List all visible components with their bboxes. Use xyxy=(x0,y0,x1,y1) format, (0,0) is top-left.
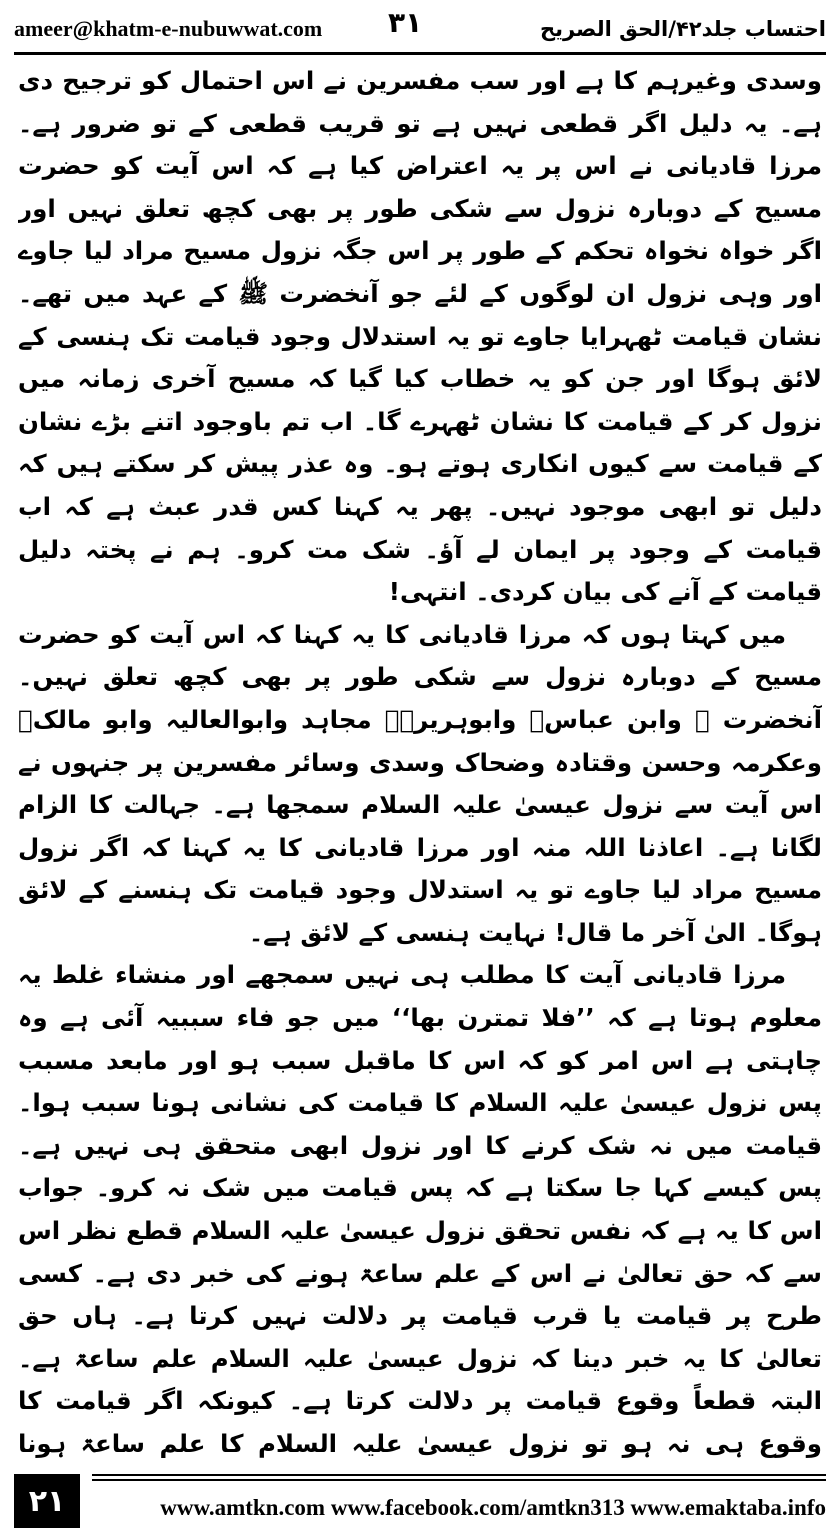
folio-number: ۲۱ xyxy=(14,1474,80,1528)
page-footer xyxy=(14,1474,826,1532)
paragraph-1: وسدی وغیرہم کا ہے اور سب مفسرین نے اس احتمال کو ترجیح دی ہے۔ یہ دلیل اگر قطعی نہیں ہے تو قریب قطعی کے تو ضرور ہے۔ مرزا قادیانی نے اس پر یہ اعتراض کیا ہے کہ اس آیت کو حضرت مسیح کے دوبارہ نزول سے شکی طور پر بھی کچھ تعلق نہیں اور اگر خواہ نخواہ تحکم کے طور پر اس جگہ نزول مسیح مراد لیا جاوے اور وہی نزول ان لوگوں کے لئے جو آنخضرت ﷺ کے عہد میں تھے۔ نشان قیامت ٹھہرایا جاوے تو یہ استدلال وجود قیامت تک ہنسی کے لائق ہوگا اور جن کو یہ خطاب کیا گیا کہ مسیح آخری زمانہ میں نزول کر کے قیامت کا نشان ٹھہرے گا۔ اب تم باوجود اتنے بڑے نشان کے قیامت سے کیوں انکاری ہوتے ہو۔ وہ عذر پیش کر سکتے ہیں کہ دلیل تو ابھی موجود نہیں۔ پھر یہ کہنا کس قدر عبث ہے کہ اب قیامت کے وجود پر ایمان لے آؤ۔ شک مت کرو۔ ہم نے پختہ دلیل قیامت کے آنے کی بیان کردی۔ انتہی! xyxy=(18,66,822,607)
page-number: ۳۱ xyxy=(388,6,423,39)
footer-divider-secondary xyxy=(92,1479,826,1481)
body-text xyxy=(18,60,822,1460)
footer-divider xyxy=(92,1474,826,1476)
paragraph-2: میں کہتا ہوں کہ مرزا قادیانی کا یہ کہنا کہ اس آیت کو حضرت مسیح کے دوبارہ نزول سے شکی طور پر بھی کچھ تعلق نہیں۔ آنخضرت ﷺ وابن عباسؓ وابوہریرہؓ مجاہد وابوالعالیہ وابو مالکؒ وعکرمہ وحسن وقتادہ وضحاک وسدی وسائر مفسرین پر جنہوں نے اس آیت سے نزول عیسیٰ علیہ السلام سمجھا ہے۔ جہالت کا الزام لگانا ہے۔ اعاذنا اللہ منہ اور مرزا قادیانی کا یہ کہنا کہ اگر نزول مسیح مراد لیا جاوے تو یہ استدلال وجود قیامت تک ہنسنے کے لائق ہوگا۔ الیٰ آخر ما قال! نہایت ہنسی کے لائق ہے۔ xyxy=(18,619,822,947)
header-divider xyxy=(14,52,826,55)
footer-websites: www.amtkn.com www.facebook.com/amtkn313 www.emaktaba.info xyxy=(160,1495,826,1520)
header-email: ameer@khatm-e-nubuwwat.com xyxy=(14,16,323,41)
book-title: احتساب جلد۴۲/الحق الصریح xyxy=(539,17,826,41)
paragraph-3: مرزا قادیانی آیت کا مطلب ہی نہیں سمجھے اور منشاء غلط یہ معلوم ہوتا ہے کہ ’’فلا تمترن بھا‘‘ میں جو فاء سببیہ آئی ہے وہ چاہتی ہے اس امر کو کہ اس کا ماقبل سبب ہو اور مابعد مسبب پس نزول عیسیٰ علیہ السلام کا قیامت کی نشانی ہونا سبب ہوا۔ قیامت میں نہ شک کرنے کا اور نزول ابھی متحقق ہی نہیں ہے۔ پس کیسے کہا جا سکتا ہے کہ پس قیامت میں شک نہ کرو۔ جواب اس کا یہ ہے کہ نفس تحقق نزول عیسیٰ علیہ السلام قطع نظر اس سے کہ حق تعالیٰ نے اس کے علم ساعۃ ہونے کی خبر دی ہے۔ کسی طرح پر قیامت یا قرب قیامت پر دلالت نہیں کرتا ہے۔ ہاں حق تعالیٰ کا یہ خبر دینا کہ نزول عیسیٰ علیہ السلام علم ساعۃ ہے۔ البتہ قطعاً وقوع قیامت پر دلالت کرتا ہے۔ کیونکہ اگر قیامت کا وقوع ہی نہ ہو تو نزول عیسیٰ علیہ السلام کا علم ساعۃ ہونا xyxy=(18,960,822,1458)
